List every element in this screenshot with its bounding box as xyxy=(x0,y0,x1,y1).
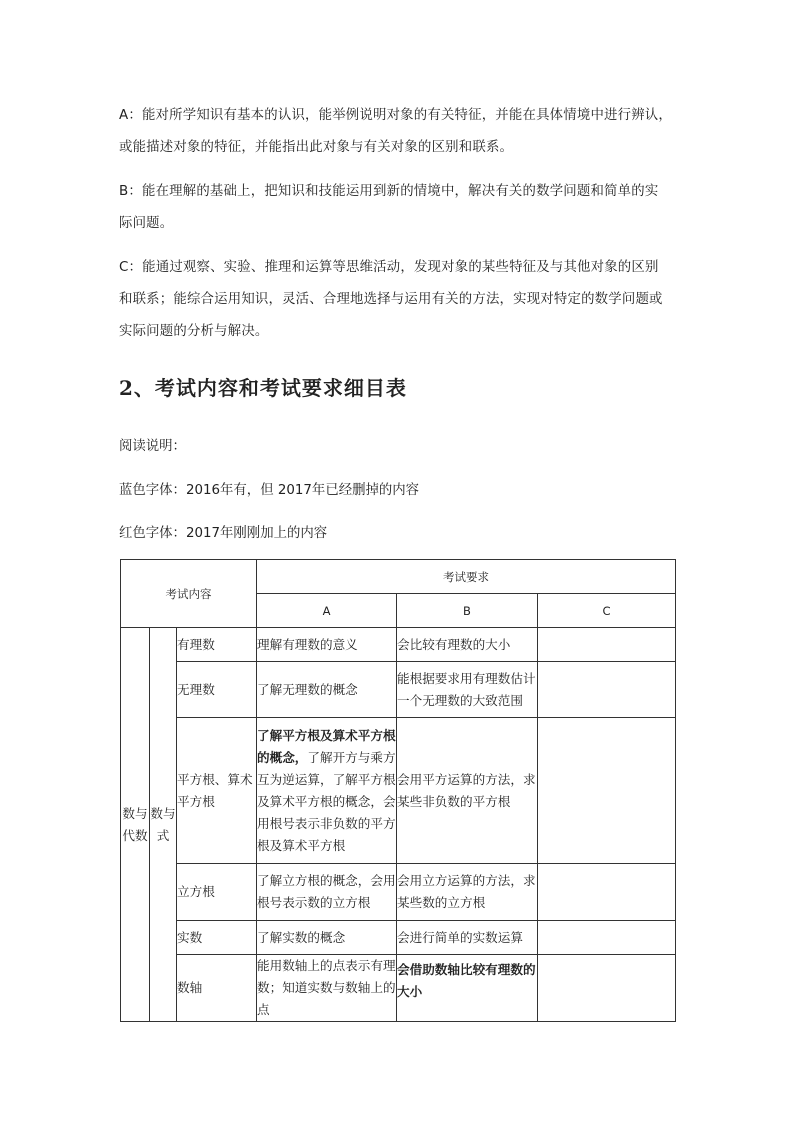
row-rational-c xyxy=(538,628,676,662)
paragraph-c-line-3: 实际问题的分析与解决。 xyxy=(119,324,269,339)
paragraph-b-line-1: B：能在理解的基础上，把知识和技能运用到新的情境中，解决有关的数学问题和简单的实 xyxy=(119,184,659,199)
topic-square-root: 平方根、算术平方根 xyxy=(177,718,257,864)
row-cube-root-a: 了解立方根的概念，会用根号表示数的立方根 xyxy=(257,864,397,921)
row-square-root-b: 会用平方运算的方法，求某些非负数的平方根 xyxy=(397,718,538,864)
paragraph-c xyxy=(119,252,689,348)
header-level-b: B xyxy=(397,594,538,628)
row-square-root-a-bold: 了解平方根及算术平方根的概念， xyxy=(257,727,396,765)
row-real-b: 会进行简单的实数运算 xyxy=(397,921,538,955)
header-level-a: A xyxy=(257,594,397,628)
blue-font-note: 蓝色字体：2016年有，但 2017年已经删掉的内容 xyxy=(119,483,420,498)
row-real-c xyxy=(538,921,676,955)
topic-real-numbers: 实数 xyxy=(177,921,257,955)
group-number-algebra: 数与代数 xyxy=(121,628,150,1022)
row-irrational-b: 能根据要求用有理数估计一个无理数的大致范围 xyxy=(397,662,538,718)
row-cube-root-c xyxy=(538,864,676,921)
row-rational-a: 理解有理数的意义 xyxy=(257,628,397,662)
row-number-line-c xyxy=(538,955,676,1022)
paragraph-c-line-2: 和联系；能综合运用知识，灵活、合理地选择与运用有关的方法，实现对特定的数学问题或 xyxy=(119,292,663,307)
topic-number-line: 数轴 xyxy=(177,955,257,1022)
row-cube-root-b: 会用立方运算的方法，求某些数的立方根 xyxy=(397,864,538,921)
row-irrational-c xyxy=(538,662,676,718)
header-level-c: C xyxy=(538,594,676,628)
reading-note: 阅读说明： xyxy=(119,439,186,454)
paragraph-b-line-2: 际问题。 xyxy=(119,216,174,231)
paragraph-b xyxy=(119,176,689,240)
topic-cube-root: 立方根 xyxy=(177,864,257,921)
row-rational-b: 会比较有理数的大小 xyxy=(397,628,538,662)
header-exam-requirement: 考试要求 xyxy=(257,560,676,594)
header-exam-content: 考试内容 xyxy=(121,560,257,628)
group-numbers-expressions: 数与式 xyxy=(150,628,177,1022)
paragraph-a-line-1: A：能对所学知识有基本的认识，能举例说明对象的有关特征，并能在具体情境中进行辨认， xyxy=(119,108,672,123)
row-square-root-a-text: 了解开方与乘方互为逆运算，了解平方根及算术平方根的概念，会用根号表示非负数的平方根及算术平方根 xyxy=(257,749,396,853)
paragraph-a xyxy=(119,100,689,164)
section-heading: 2、考试内容和考试要求细目表 xyxy=(119,376,407,400)
paragraph-a-line-2: 或能描述对象的特征，并能指出此对象与有关对象的区别和联系。 xyxy=(119,140,514,155)
requirements-table xyxy=(120,559,676,1022)
row-irrational-a: 了解无理数的概念 xyxy=(257,662,397,718)
paragraph-c-line-1: C：能通过观察、实验、推理和运算等思维活动，发现对象的某些特征及与其他对象的区别 xyxy=(119,260,659,275)
topic-irrational-numbers: 无理数 xyxy=(177,662,257,718)
row-number-line-a: 能用数轴上的点表示有理数；知道实数与数轴上的点 xyxy=(257,955,397,1022)
red-font-note: 红色字体：2017年刚刚加上的内容 xyxy=(119,526,328,541)
row-square-root-c xyxy=(538,718,676,864)
row-number-line-b: 会借助数轴比较有理数的大小 xyxy=(397,955,538,1022)
topic-rational-numbers: 有理数 xyxy=(177,628,257,662)
row-real-a: 了解实数的概念 xyxy=(257,921,397,955)
row-square-root-a xyxy=(257,718,397,864)
